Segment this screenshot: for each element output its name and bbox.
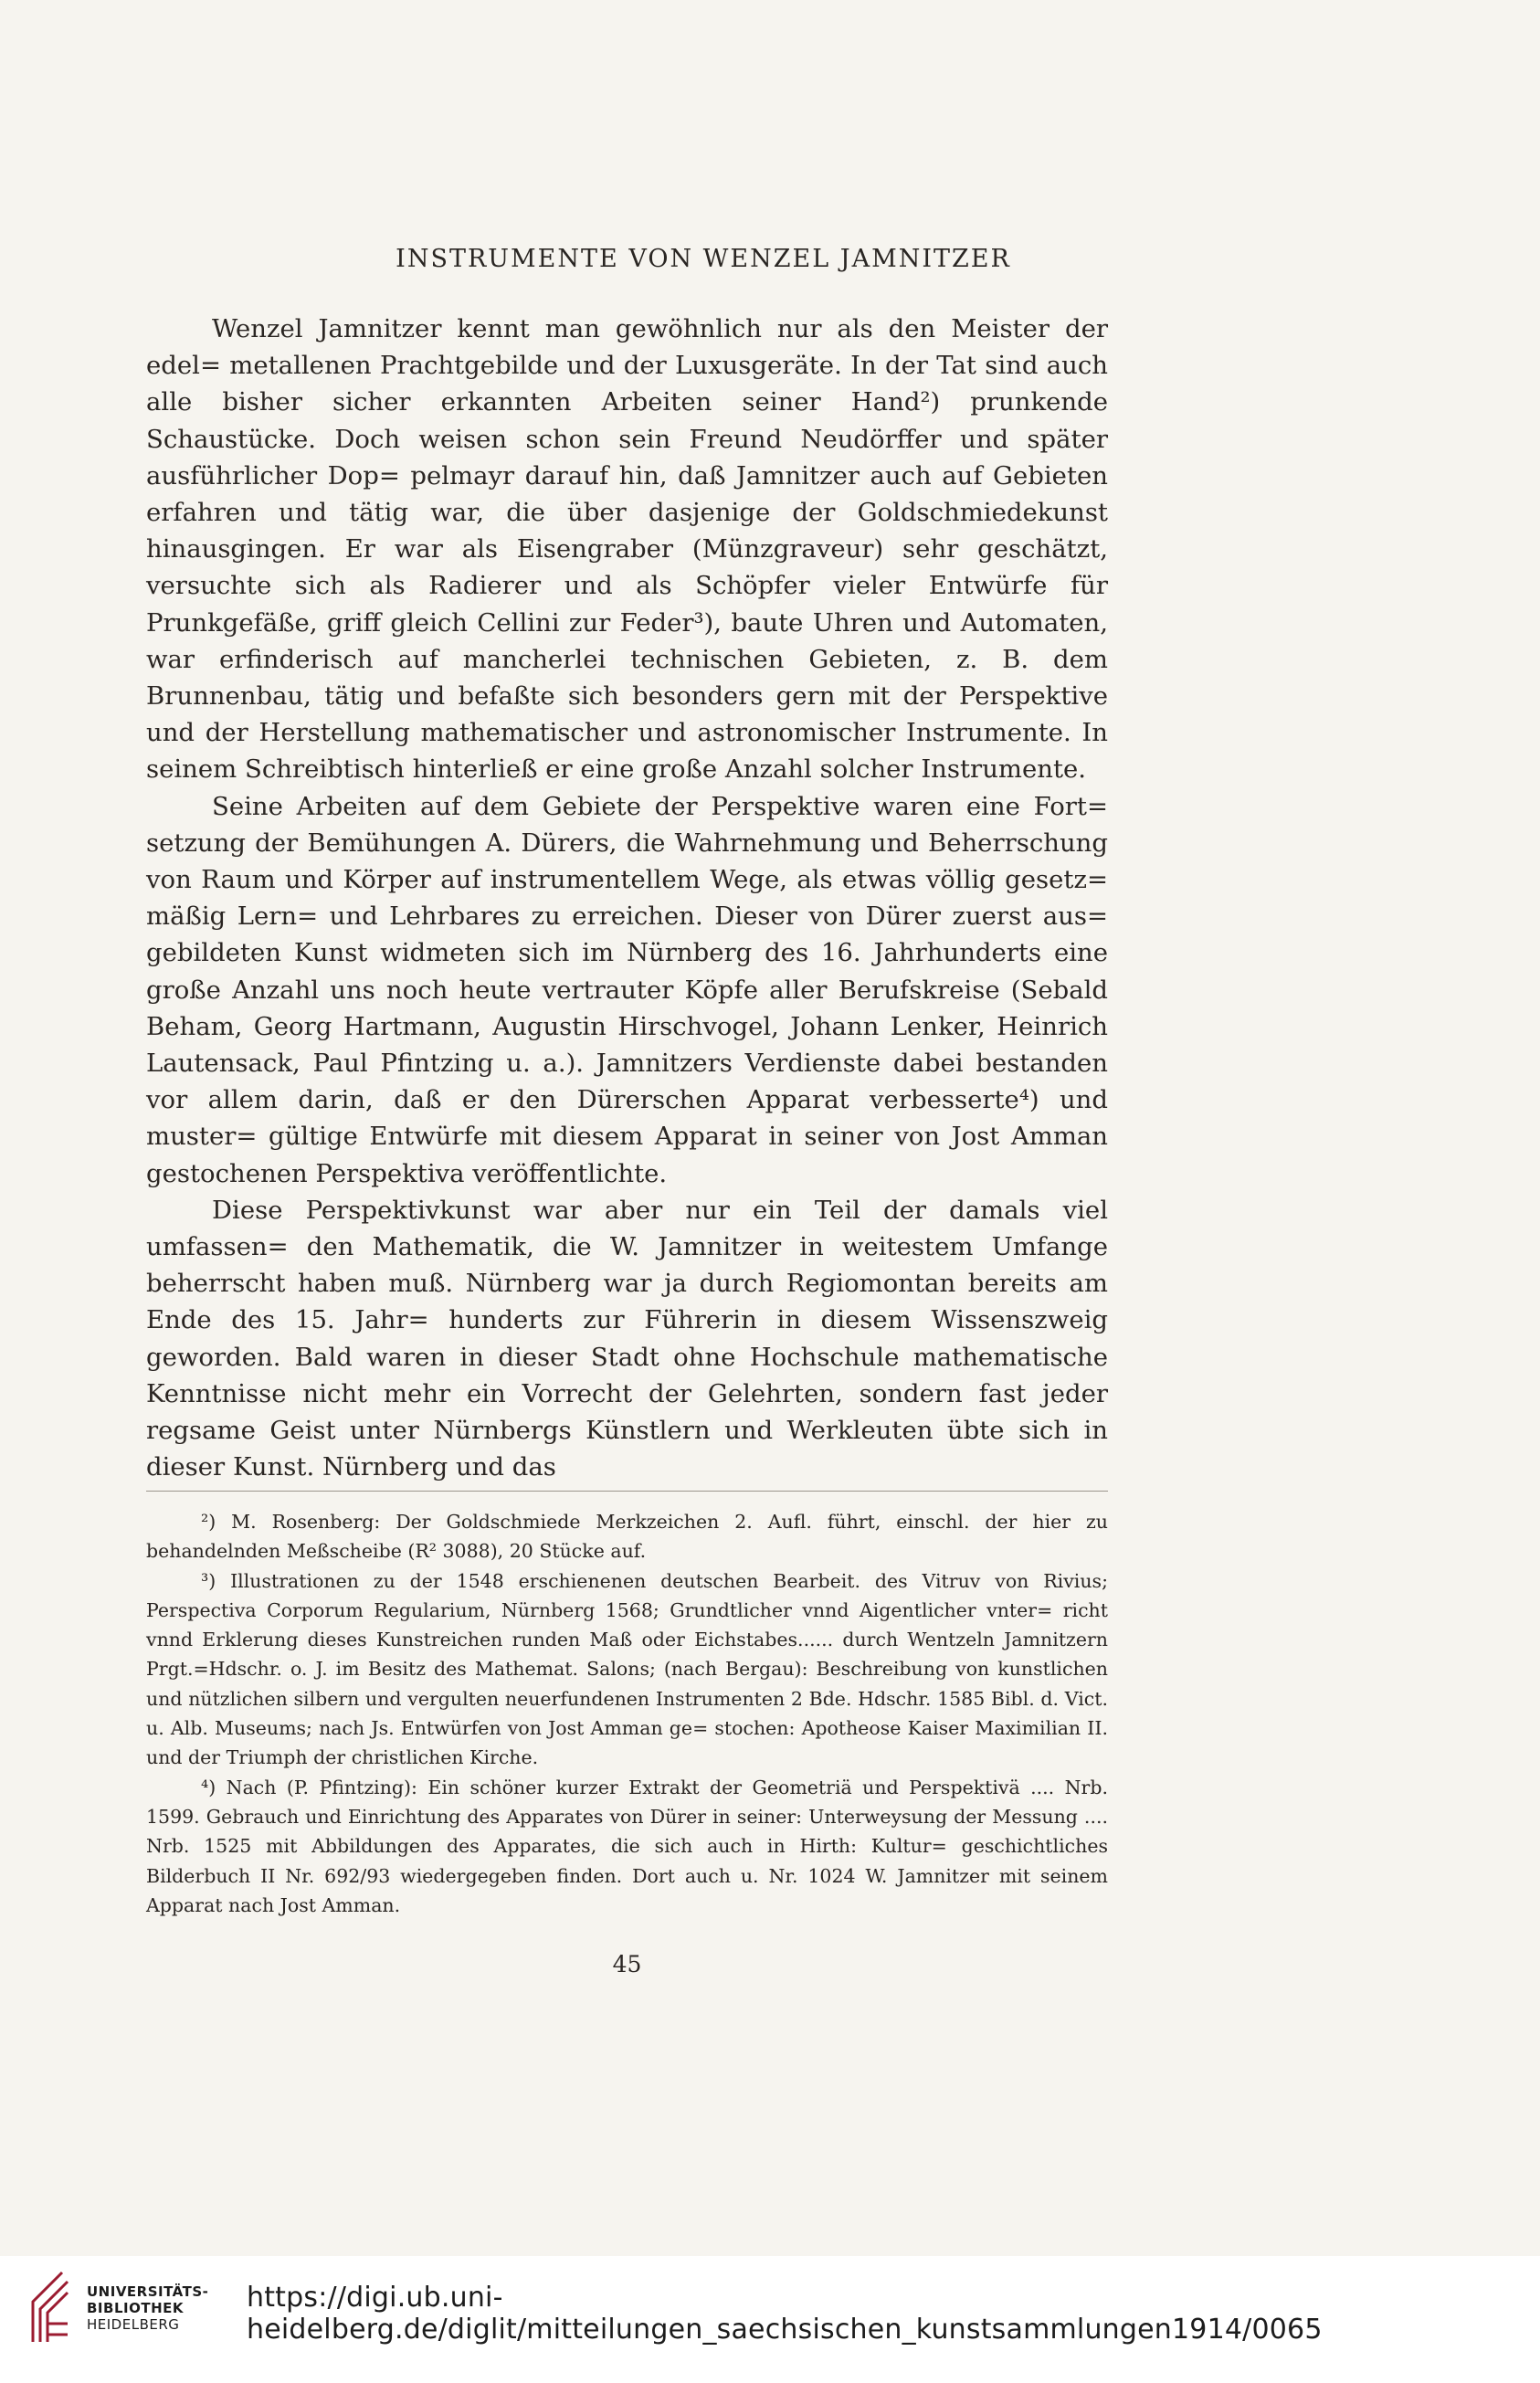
- footnote-divider: [146, 1491, 1108, 1492]
- library-name-line1: UNIVERSITÄTS-: [87, 2283, 209, 2300]
- paragraph: Diese Perspektivkunst war aber nur ein Teil der damals viel umfassen= den Mathematik, die W. Jamnitzer in weitestem Umfange beherrscht haben muß. Nürnberg war ja durch Regiomontan bereits am Ende des 15. Jahr= hunderts zur Führerin in diesem Wissenszweig geworden. Bald waren in dieser Stadt ohne Hochschule mathematische Kenntnisse nicht mehr ein Vorrecht der Gelehrten, sondern fast jeder regsame Geist unter Nürnbergs Künstlern und Werkleuten übte sich in dieser Kunst. Nürnberg und das: [146, 1195, 1108, 1482]
- footnote: ⁴) Nach (P. Pfintzing): Ein schöner kurzer Extrakt der Geometriä und Perspektivä .... Nrb. 1599. Gebrauch und Einrichtung des Apparates von Dürer in seiner: Unterweysung der Messung .... Nrb. 1525 mit Abbildungen des Apparates, die sich auch in Hirth: Kultur= geschichtliches Bilderbuch II Nr. 692/93 wiedergegeben finden. Dort auch u. Nr. 1024 W. Jamnitzer mit seinem Apparat nach Jost Amman.: [146, 1776, 1108, 1916]
- library-name[interactable]: [87, 2283, 208, 2333]
- source-url-link[interactable]: https://digi.ub.uni-heidelberg.de/diglit/mitteilungen_saechsischen_kunstsammlungen1914/0065: [247, 2282, 1323, 2346]
- body-text: [146, 311, 1108, 1486]
- page-number: 45: [612, 1951, 642, 1977]
- footnote: ³) Illustrationen zu der 1548 erschienenen deutschen Bearbeit. des Vitruv von Rivius; Perspectiva Corporum Regularium, Nürnberg 1568; Grundtlicher vnnd Aigentlicher vnter= richt vnnd Erklerung dieses Kunstreichen runden Maß oder Eichstabes...... durch Wentzeln Jamnitzern Prgt.=Hdschr. o. J. im Besitz des Mathemat. Salons; (nach Bergau): Beschreibung von kunstlichen und nützlichen silbern und vergulten neuerfundenen Instrumenten 2 Bde. Hdschr. 1585 Bibl. d. Vict. u. Alb. Museums; nach Js. Entwürfen von Jost Amman ge= stochen: Apotheose Kaiser Maximilian II. und der Triumph der christlichen Kirche.: [146, 1569, 1108, 1769]
- footnotes: [146, 1507, 1108, 1920]
- footnote: ²) M. Rosenberg: Der Goldschmiede Merkzeichen 2. Aufl. führt, einschl. der hier zu behandelnden Meßscheibe (R² 3088), 20 Stücke auf.: [146, 1511, 1108, 1563]
- library-name-line2: BIBLIOTHEK: [87, 2300, 184, 2316]
- library-name-line3: HEIDELBERG: [87, 2316, 180, 2333]
- paragraph: Wenzel Jamnitzer kennt man gewöhnlich nur als den Meister der edel= metallenen Prachtgebilde und der Luxusgeräte. In der Tat sind auch alle bisher sicher erkannten Arbeiten seiner Hand²) prunkende Schaustücke. Doch weisen schon sein Freund Neudörffer und später ausführlicher Dop= pelmayr darauf hin, daß Jamnitzer auch auf Gebieten erfahren und tätig war, die über dasjenige der Goldschmiedekunst hinausgingen. Er war als Eisengraber (Münzgraveur) sehr geschätzt, versuchte sich als Radierer und als Schöpfer vieler Entwürfe für Prunkgefäße, griff gleich Cellini zur Feder³), baute Uhren und Automaten, war erfinderisch auf mancherlei technischen Gebieten, z. B. dem Brunnenbau, tätig und befaßte sich besonders gern mit der Perspektive und der Herstellung mathematischer und astronomischer Instrumente. In seinem Schreibtisch hinterließ er eine große Anzahl solcher Instrumente.: [146, 314, 1108, 785]
- library-logo-icon[interactable]: [26, 2269, 71, 2346]
- running-title: INSTRUMENTE VON WENZEL JAMNITZER: [396, 245, 1011, 273]
- paragraph: Seine Arbeiten auf dem Gebiete der Perspektive waren eine Fort= setzung der Bemühungen A. Dürers, die Wahrnehmung und Beherrschung von Raum und Körper auf instrumentellem Wege, als etwas völlig gesetz= mäßig Lern= und Lehrbares zu erreichen. Dieser von Dürer zuerst aus= gebildeten Kunst widmeten sich im Nürnberg des 16. Jahrhunderts eine große Anzahl uns noch heute vertrauter Köpfe aller Berufskreise (Sebald Beham, Georg Hartmann, Augustin Hirschvogel, Johann Lenker, Heinrich Lautensack, Paul Pfintzing u. a.). Jamnitzers Verdienste dabei bestanden vor allem darin, daß er den Dürerschen Apparat verbesserte⁴) und muster= gültige Entwürfe mit diesem Apparat in seiner von Jost Amman gestochenen Perspektiva veröffentlichte.: [146, 791, 1108, 1188]
